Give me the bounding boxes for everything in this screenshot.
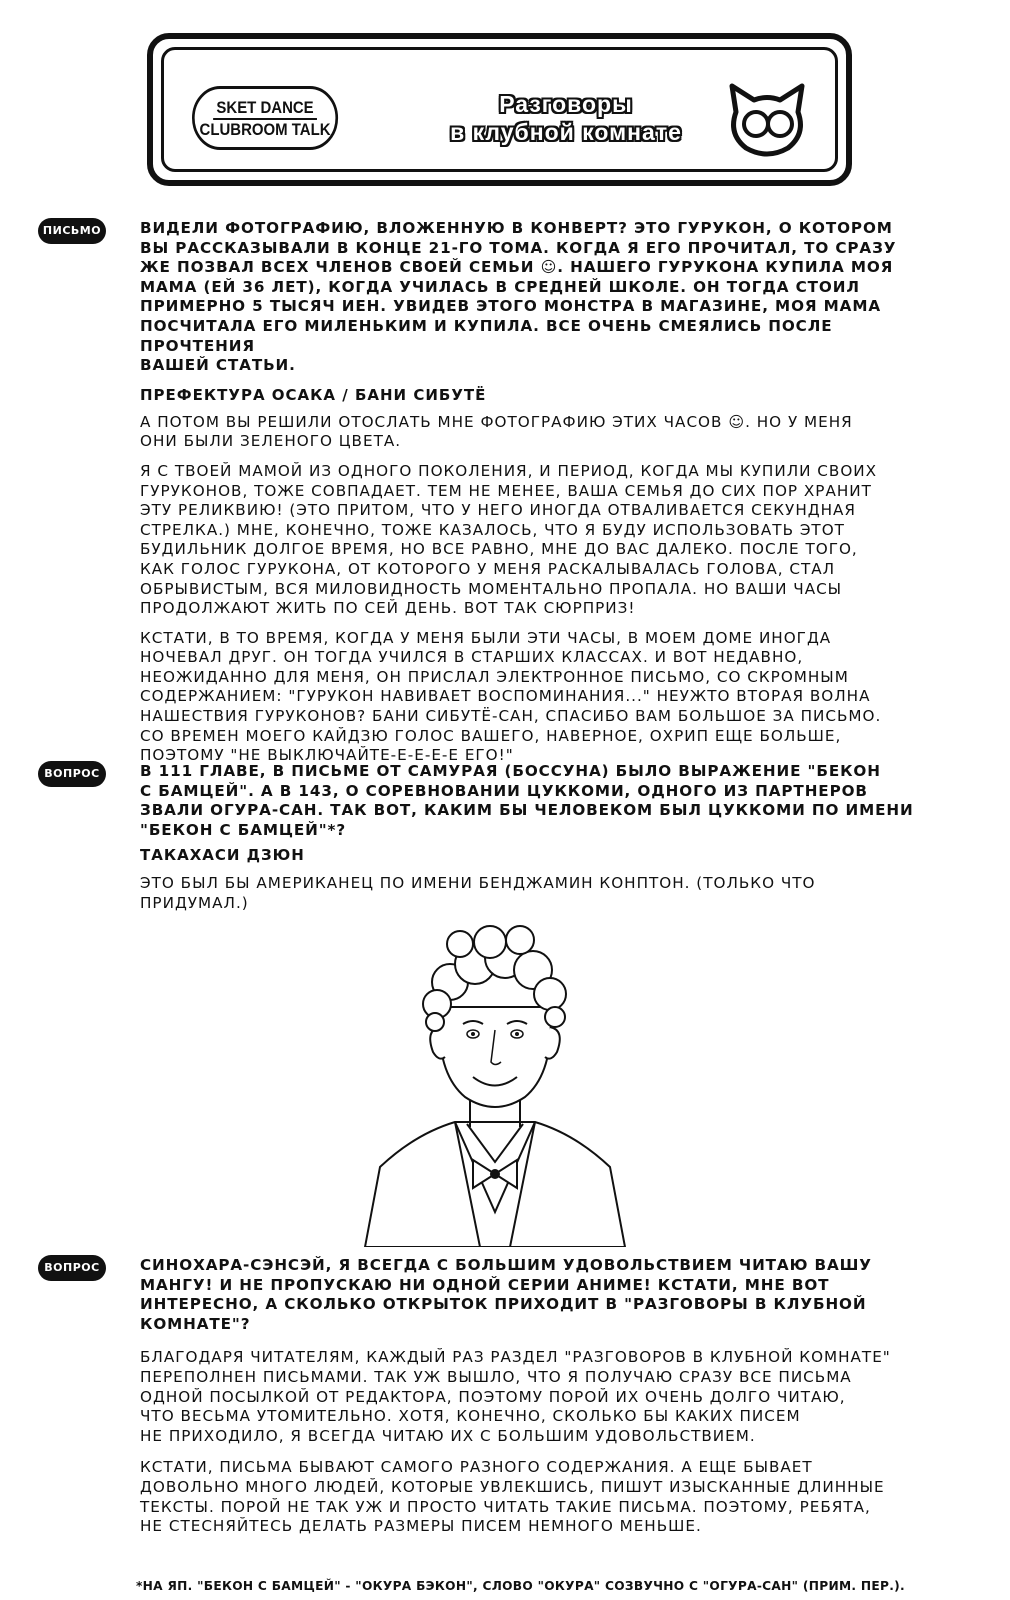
badge-line-1: SKET DANCE xyxy=(213,98,317,120)
letter-text: ВИДЕЛИ ФОТОГРАФИЮ, ВЛОЖЕННУЮ В КОНВЕРТ? ЭТО ГУРУКОН, О КОТОРОМ ВЫ РАССКАЗЫВАЛИ В КОНЦЕ 21-ГО ТОМА. КОГДА Я ЕГО ПРОЧИТАЛ, ТО СРАЗУ ЖЕ ПОЗВАЛ ВСЕХ ЧЛЕНОВ СВОЕЙ СЕМЬИ ☺. НАШЕГО ГУРУКОНА КУПИЛА МОЯ МАМА (ЕЙ 36 ЛЕТ), КОГДА УЧИЛАСЬ В СРЕДНЕЙ ШКОЛЕ. ОН ТОГДА СТОИЛ ПРИМЕРНО 5 ТЫСЯЧ ИЕН. УВИДЕВ ЭТОГО МОНСТРА В МАГАЗИНЕ, МОЯ МАМА ПОСЧИТАЛА ЕГО МИЛЕНЬКИМ И КУПИЛА. ВСЕ ОЧЕНЬ СМЕЯЛИСЬ ПОСЛЕ ПРОЧТЕНИЯ ВАШЕЙ СТАТЬИ. xyxy=(140,219,897,375)
cat-mascot-icon xyxy=(722,82,812,162)
letter-author: ПРЕФЕКТУРА ОСАКА / БАНИ СИБУТЁ xyxy=(140,385,487,404)
question-tag: ВОПРОС xyxy=(38,1255,106,1281)
answer-paragraph: Я С ТВОЕЙ МАМОЙ ИЗ ОДНОГО ПОКОЛЕНИЯ, И ПЕРИОД, КОГДА МЫ КУПИЛИ СВОИХ ГУРУКОНОВ, ТОЖЕ СОВПАДАЕТ. ТЕМ НЕ МЕНЕЕ, ВАША СЕМЬЯ ДО СИХ ПОР ХРАНИТ ЭТУ РЕЛИКВИЮ! (ЭТО ПРИТОМ, ЧТО У НЕГО ИНОГДА ОТВАЛИВАЕТСЯ СЕКУНДНАЯ СТРЕЛКА.) МНЕ, КОНЕЧНО, ТОЖЕ КАЗАЛОСЬ, ЧТО Я БУДУ ИСПОЛЬЗОВАТЬ ЭТОТ БУДИЛЬНИК ДОЛГОЕ ВРЕМЯ, НО ВСЕ РАВНО, МНЕ ДО ВАС ДАЛЕКО. ПОСЛЕ ТОГО, КАК ГОЛОС ГУРУКОНА, ОТ КОТОРОГО У МЕНЯ РАСКАЛЫВАЛАСЬ ГОЛОВА, СТАЛ ОБРЫВИСТЫМ, ВСЯ МИЛОВИДНОСТЬ МОМЕНТАЛЬНО ПРОПАЛА. НО ВАШИ ЧАСЫ ПРОДОЛЖАЮТ ЖИТЬ ПО СЕЙ ДЕНЬ. ВОТ ТАК СЮРПРИЗ! xyxy=(140,461,878,618)
question-text: СИНОХАРА-СЭНСЭЙ, Я ВСЕГДА С БОЛЬШИМ УДОВОЛЬСТВИЕМ ЧИТАЮ ВАШУ МАНГУ! И НЕ ПРОПУСКАЮ НИ ОДНОЙ СЕРИИ АНИМЕ! КСТАТИ, МНЕ ВОТ ИНТЕРЕСНО, А СКОЛЬКО ОТКРЫТОК ПРИХОДИТ В "РАЗГОВОРЫ В КЛУБНОЙ КОМНАТЕ"? xyxy=(140,1256,872,1333)
letter-tag: ПИСЬМО xyxy=(38,218,106,244)
answer-paragraph: КСТАТИ, ПИСЬМА БЫВАЮТ САМОГО РАЗНОГО СОДЕРЖАНИЯ. А ЕЩЕ БЫВАЕТ ДОВОЛЬНО МНОГО ЛЮДЕЙ, КОТОРЫЕ УВЛЕКШИСЬ, ПИШУТ ИЗЫСКАННЫЕ ДЛИННЫЕ ТЕКСТЫ. ПОРОЙ НЕ ТАК УЖ И ПРОСТО ЧИТАТЬ ТАКИЕ ПИСЬМА. ПОЭТОМУ, РЕБЯТА, НЕ СТЕСНЯЙТЕСЬ ДЕЛАТЬ РАЗМЕРЫ ПИСЕМ НЕМНОГО МЕНЬШЕ. xyxy=(140,1458,885,1536)
header-banner xyxy=(147,33,852,186)
question-tag: ВОПРОС xyxy=(38,761,106,787)
title-line-2: в клубной комнате xyxy=(450,119,682,145)
badge-line-2: CLUBROOM TALK xyxy=(199,120,331,139)
question-author: ТАКАХАСИ ДЗЮН xyxy=(140,846,305,865)
man-portrait-illustration xyxy=(355,912,635,1247)
answer-paragraph: ЭТО БЫЛ БЫ АМЕРИКАНЕЦ ПО ИМЕНИ БЕНДЖАМИН КОНПТОН. (ТОЛЬКО ЧТО ПРИДУМАЛ.) xyxy=(140,874,816,912)
translator-footnote: *НА ЯП. "БЕКОН С БАМЦЕЙ" - "ОКУРА БЭКОН", СЛОВО "ОКУРА" СОЗВУЧНО С "ОГУРА-САН" (ПРИМ. ПЕР.). xyxy=(136,1579,905,1593)
section-question-1 xyxy=(140,762,950,914)
answer-paragraph: КСТАТИ, В ТО ВРЕМЯ, КОГДА У МЕНЯ БЫЛИ ЭТИ ЧАСЫ, В МОЕМ ДОМЕ ИНОГДА НОЧЕВАЛ ДРУГ. ОН ТОГДА УЧИЛСЯ В СТАРШИХ КЛАССАХ. И ВОТ НЕДАВНО, НЕОЖИДАННО ДЛЯ МЕНЯ, ОН ПРИСЛАЛ ЭЛЕКТРОННОЕ ПИСЬМО, СО СКРОМНЫМ СОДЕРЖАНИЕМ: "ГУРУКОН НАВИВАЕТ ВОСПОМИНАНИЯ..." НЕУЖТО ВТОРАЯ ВОЛНА НАШЕСТВИЯ ГУРУКОНОВ? БАНИ СИБУТЁ-САН, СПАСИБО ВАМ БОЛЬШОЕ ЗА ПИСЬМО. СО ВРЕМЕН МОЕГО КАЙДЗЮ ГОЛОС ВАШЕГО, НАВЕРНОЕ, ОХРИП ЕЩЕ БОЛЬШЕ, ПОЭТОМУ "НЕ ВЫКЛЮЧАЙТЕ-Е-Е-Е-Е ЕГО!" xyxy=(140,628,882,765)
answer-paragraph: БЛАГОДАРЯ ЧИТАТЕЛЯМ, КАЖДЫЙ РАЗ РАЗДЕЛ "РАЗГОВОРОВ В КЛУБНОЙ КОМНАТЕ" ПЕРЕПОЛНЕН ПИСЬМАМИ. ТАК УЖ ВЫШЛО, ЧТО Я ПОЛУЧАЮ СРАЗУ ВСЕ ПИСЬМА ОДНОЙ ПОСЫЛКОЙ ОТ РЕДАКТОРА, ПОЭТОМУ ПОРОЙ ИХ ОЧЕНЬ ДОЛГО ЧИТАЮ, ЧТО ВЕСЬМА УТОМИТЕЛЬНО. ХОТЯ, КОНЕЧНО, СКОЛЬКО БЫ КАКИХ ПИСЕМ НЕ ПРИХОДИЛО, Я ВСЕГДА ЧИТАЮ ИХ С БОЛЬШИМ УДОВОЛЬСТВИЕМ. xyxy=(140,1348,891,1445)
section-question-2 xyxy=(140,1256,950,1537)
series-badge xyxy=(192,86,338,150)
question-text: В 111 ГЛАВЕ, В ПИСЬМЕ ОТ САМУРАЯ (БОССУНА) БЫЛО ВЫРАЖЕНИЕ "БЕКОН С БАМЦЕЙ". А В 143, О СОРЕВНОВАНИИ ЦУККОМИ, ОДНОГО ИЗ ПАРТНЕРОВ ЗВАЛИ ОГУРА-САН. ТАК ВОТ, КАКИМ БЫ ЧЕЛОВЕКОМ БЫЛ ЦУККОМИ ПО ИМЕНИ "БЕКОН С БАМЦЕЙ"*? xyxy=(140,762,914,839)
header-inner-frame xyxy=(161,47,838,172)
title-line-1: Разговоры xyxy=(499,91,633,117)
page-title xyxy=(426,90,706,146)
answer-paragraph: А ПОТОМ ВЫ РЕШИЛИ ОТОСЛАТЬ МНЕ ФОТОГРАФИЮ ЭТИХ ЧАСОВ ☺. НО У МЕНЯ ОНИ БЫЛИ ЗЕЛЕНОГО ЦВЕТА. xyxy=(140,412,853,451)
section-letter xyxy=(140,219,950,766)
